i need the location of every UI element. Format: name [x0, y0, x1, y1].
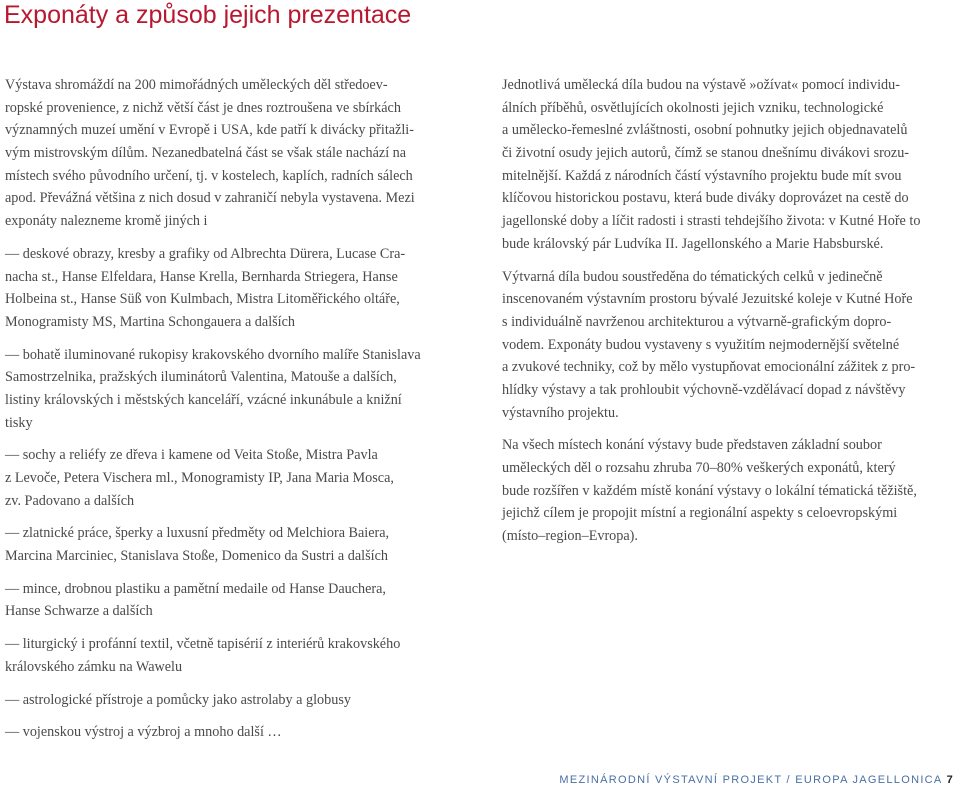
footer-text: MEZINÁRODNÍ VÝSTAVNÍ PROJEKT / EUROPA JAGELLONICA — [559, 774, 943, 786]
text-line: apod. Převážná většina z nich dosud v zahraničí nebyla vystavena. Mezi — [5, 190, 415, 207]
list-item — [5, 633, 460, 678]
text-line: a zvukové techniky, což by mělo vystupňovat emocionální zážitek z pro- — [502, 359, 916, 376]
text-line: jagellonské doby a líčit radosti i strasti tehdejšího života: v Kutné Hoře to — [502, 213, 921, 230]
paragraph — [502, 434, 954, 547]
page-footer — [559, 773, 954, 787]
text-line: Výstava shromáždí na 200 mimořádných uměleckých děl středoev- — [5, 77, 388, 93]
text-line: — zlatnické práce, šperky a luxusní předměty od Melchiora Baiera, — [5, 525, 390, 542]
list-item — [5, 578, 460, 623]
list-item — [5, 444, 460, 512]
text-line: vodem. Exponáty budou vystaveny s využitím nejmodernější světelné — [502, 336, 900, 353]
text-line: — astrologické přístroje a pomůcky jako astrolaby a globusy — [5, 691, 351, 708]
list-item — [5, 721, 460, 744]
text-line: královského zámku na Wawelu — [5, 658, 183, 675]
text-line: Hanse Schwarze a dalších — [5, 603, 153, 620]
text-line: Marcina Marciniec, Stanislava Stoße, Domenico da Sustri a dalších — [5, 548, 388, 565]
text-line: listiny královských i městských kanceláří, vzácné inkunábule a knižní — [5, 391, 402, 408]
text-line: nacha st., Hanse Elfeldara, Hanse Krella, Bernharda Striegera, Hanse — [5, 268, 398, 285]
text-line: Výtvarná díla budou soustředěna do tématických celků v jedinečně — [502, 268, 883, 285]
text-line: klíčovou historickou postavu, která bude diváky doprovázet na cestě do — [502, 190, 909, 207]
text-line: — sochy a reliéfy ze dřeva i kamene od Veita Stoße, Mistra Pavla — [5, 447, 378, 464]
text-line: Holbeina st., Hanse Süß von Kulmbach, Mistra Litoměřického oltáře, — [5, 291, 400, 308]
text-line: (místo–region–Evropa). — [502, 528, 638, 545]
text-line: exponáty nalezneme kromě jiných i — [5, 213, 208, 230]
text-line: Jednotlivá umělecká díla budou na výstavě »ožívat« pomocí individu- — [502, 77, 900, 93]
text-line: álních příběhů, osvětlujících okolnosti jejich vzniku, technologické — [502, 99, 884, 116]
left-column — [5, 74, 460, 744]
text-line: bude rozšířen v každém místě konání výstavy o lokální tématická těžiště, — [502, 482, 917, 499]
list-item — [5, 522, 460, 567]
text-line: zv. Padovano a dalších — [5, 492, 135, 509]
text-line: Na všech místech konání výstavy bude představen základní soubor — [502, 437, 882, 454]
right-column — [502, 74, 954, 548]
text-line: či životní osudy jejich autorů, čímž se stanou dnešnímu divákovi srozu- — [502, 145, 910, 162]
text-line: vým mistrovským dílům. Nezanedbatelná část se však stále nachází na — [5, 145, 407, 162]
list-item — [5, 344, 460, 435]
list-item — [5, 243, 460, 334]
intro-paragraph — [5, 74, 460, 233]
text-line: bude královský pár Ludvíka II. Jagellonského a Marie Habsburské. — [502, 235, 884, 252]
text-line: s individuálně navrženou architekturou a výtvarně-grafickým dopro- — [502, 313, 892, 330]
text-line: tisky — [5, 414, 33, 431]
text-line: významných muzeí umění v Evropě i USA, kde patří k divácky přitažli- — [5, 122, 414, 139]
exhibit-list — [5, 243, 460, 744]
text-line: jejichž cílem je propojit místní a regionální aspekty s celoevropskými — [502, 505, 898, 522]
text-line: hlídky výstavy a tak prohloubit výchovně-vzdělávací dopad z návštěvy — [502, 381, 906, 398]
text-line: z Levoče, Petera Vischera ml., Monogramisty IP, Jana Maria Mosca, — [5, 470, 394, 486]
paragraph — [502, 266, 954, 425]
page-title: Exponáty a způsob jejich prezentace — [4, 1, 412, 29]
text-line: místech svého původního určení, tj. v kostelech, kaplích, radních sálech — [5, 167, 413, 184]
text-line: výstavního projektu. — [502, 404, 619, 421]
text-line: uměleckých děl o rozsahu zhruba 70–80% veškerých exponátů, který — [502, 460, 896, 476]
page-number: 7 — [946, 774, 954, 786]
text-line: — liturgický i profánní textil, včetně tapisérií z interiérů krakovského — [5, 636, 401, 653]
text-line: mitelnější. Každá z národních částí výstavního projektu bude mít svou — [502, 167, 902, 184]
text-line: — mince, drobnou plastiku a pamětní medaile od Hanse Dauchera, — [5, 580, 386, 597]
list-item — [5, 689, 460, 712]
text-line: — vojenskou výstroj a výzbroj a mnoho další … — [5, 724, 282, 741]
text-line: ropské provenience, z nichž větší část je dnes roztroušena ve sbírkách — [5, 99, 401, 116]
text-line: Samostrzelnika, pražských iluminátorů Valentina, Matouše a dalších, — [5, 369, 397, 386]
text-line: a umělecko-řemeslné zvláštnosti, osobní pohnutky jejich objednavatelů — [502, 122, 908, 139]
text-line: — deskové obrazy, kresby a grafiky od Albrechta Dürera, Lucase Cra- — [5, 245, 406, 262]
paragraph — [502, 74, 954, 256]
text-line: — bohatě iluminované rukopisy krakovského dvorního malíře Stanislava — [5, 346, 421, 363]
text-line: Monogramisty MS, Martina Schongauera a dalších — [5, 313, 295, 330]
text-line: inscenovaném výstavním prostoru bývalé Jezuitské koleje v Kutné Hoře — [502, 291, 913, 308]
